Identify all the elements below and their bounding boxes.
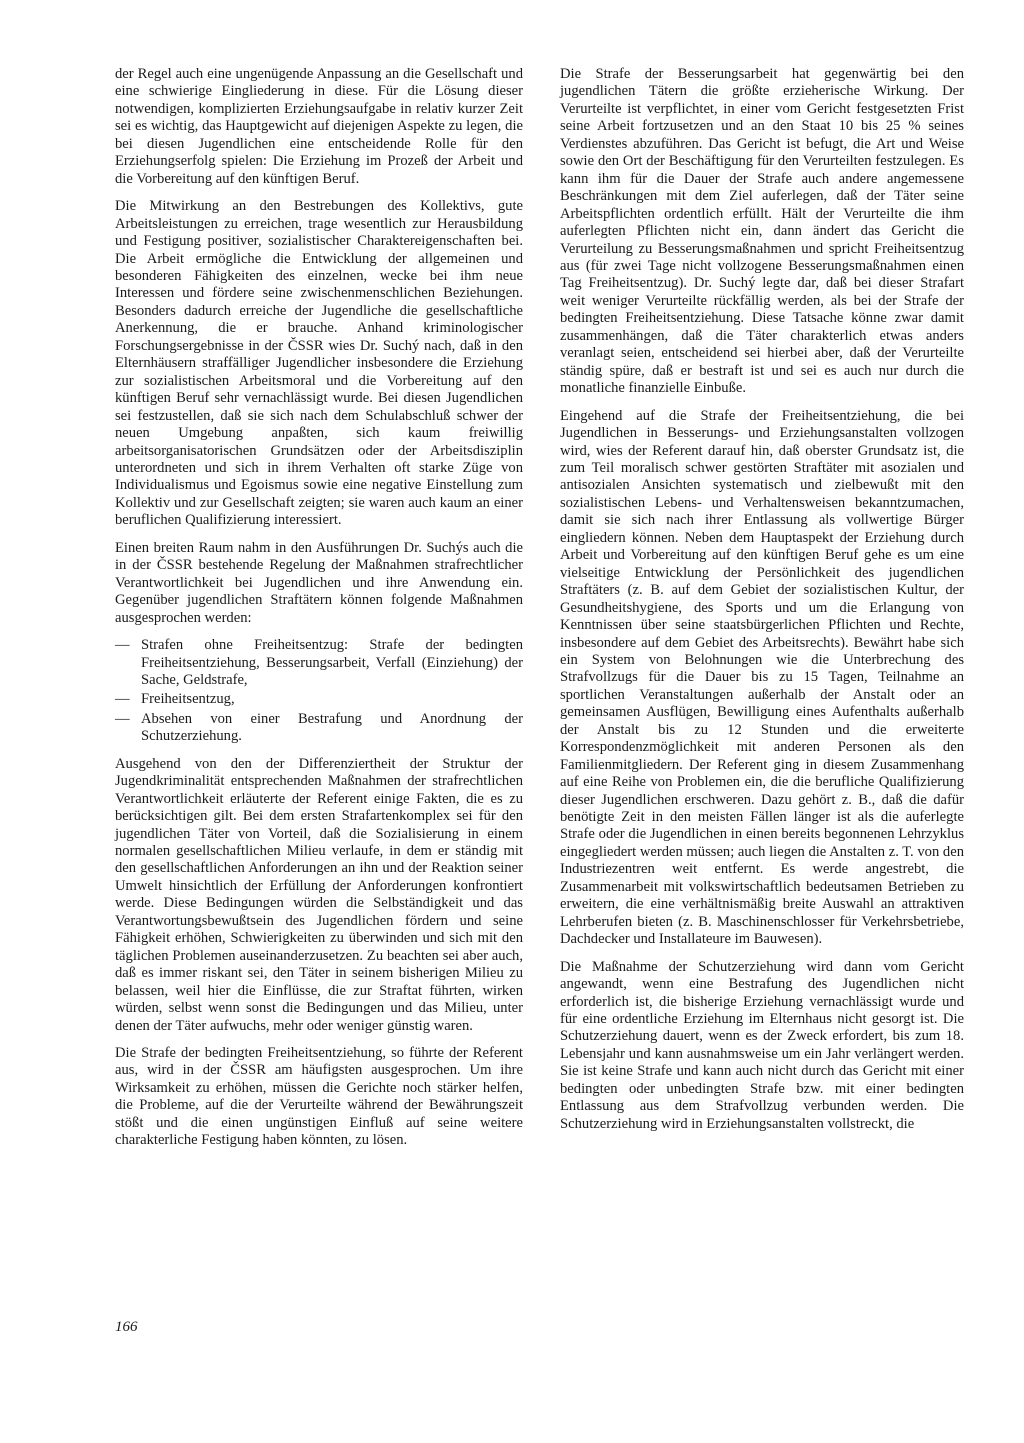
list-item-text: Strafen ohne Freiheitsentzug: Strafe der bedingten Freiheitsentziehung, Besserungsarbeit, Verfall (Einziehung) der Sache, Geldstrafe, [141, 637, 523, 688]
right-column [560, 66, 964, 1143]
right-paragraph-3: Die Maßnahme der Schutzerziehung wird dann vom Gericht angewandt, wenn eine Bestrafung des Jugendlichen nicht erforderlich ist, die bisherige Erziehung vernachlässigt wurde und für eine ordentliche Erziehung im Elternhaus nicht gesorgt ist. Die Schutzerziehung dauert, wenn es der Zweck erfordert, bis zum 18. Lebensjahr und kann ausnahmsweise um ein Jahr verlängert werden. Sie ist keine Strafe und kann auch nicht durch das Gericht mit einer bedingten oder unbedingten Strafe bzw. mit einer bedingten Entlassung aus dem Strafvollzug verbunden werden. Die Schutzerziehung wird in Erziehungsanstalten vollstreckt, die [560, 958, 964, 1132]
list-dash: — [115, 710, 130, 727]
list-dash: — [115, 637, 130, 654]
right-paragraph-2: Eingehend auf die Strafe der Freiheitsentziehung, die bei Jugendlichen in Besserungs- und Erziehungsanstalten vollzogen wird, wies der Referent darauf hin, daß oberster Grundsatz ist, die zum Teil moralisch schwer gestörten Straftäter mit asozialen und antisozialen Ansichten systematisch und zielbewußt mit den sozialistischen Lebens- und Verhaltensweisen bekanntzumachen, damit sie sich nach ihrer Entlassung als vollwertige Bürger eingliedern können. Neben dem Hauptaspekt der Erziehung durch Arbeit und Vorbereitung auf den künftigen Beruf gehe es um eine vielseitige Entwicklung der Persönlichkeit des jugendlichen Straftäters (z. B. auf dem Gebiet der sozialistischen Kultur, der Gesundheitshygiene, des Sports und um die Erlangung von Kenntnissen über seine staatsbürgerlichen Pflichten und Rechte, insbesondere auf dem Gebiet des Arbeitsrechts). Bewährt habe sich ein System von Belohnungen wie die Unterbrechung des Strafvollzugs für die Dauer bis zu 15 Tagen, Teilnahme an sportlichen Veranstaltungen außerhalb der Anstalt oder an gemeinsamen Ausflügen, Bewilligung eines Aufenthalts außerhalb der Anstalt bis zu 12 Stunden und die erweiterte Korrespondenzmöglichkeit mit anderen Personen als den Familienmitgliedern. Der Referent ging in diesem Zusammenhang auf eine Reihe von Problemen ein, die die berufliche Qualifizierung dieser Jugendlichen erschweren. Dazu gehört z. B., daß die dafür benötigte Zeit in den meisten Fällen länger ist als die auferlegte Strafe oder die Jugendlichen in einen bereits begonnenen Lehrzyklus eingegliedert werden müssen; auch liegen die Anstalten z. T. von den Industriezentren weit entfernt. Es werde angestrebt, die Zusammenarbeit mit volkswirtschaftlich bedeutsamen Betrieben zu erweitern, die eine verhältnismäßig breite Auswahl an attraktiven Lehrberufen bieten (z. B. Maschinenschlosser für Verkehrsbetriebe, Dachdecker und Installateure im Bauwesen). [560, 407, 964, 948]
left-paragraph-2: Die Mitwirkung an den Bestrebungen des Kollektivs, gute Arbeitsleistungen zu erreichen, trage wesentlich zur Herausbildung und Festigung positiver, sozialistischer Charaktereigenschaften bei. Die Arbeit ermögliche die Entwicklung der allgemeinen und besonderen Fähigkeiten des einzelnen, wecke bei ihm neue Interessen und fördere seine zwischenmenschlichen Beziehungen. Besonders dadurch erreiche der Jugendliche die gesellschaftliche Anerkennung, die er brauche. Anhand kriminologischer Forschungsergebnisse in der ČSSR wies Dr. Suchý nach, daß in den Elternhäusern straffälliger Jugendlicher insbesondere die Erziehung zur sozialistischen Arbeitsmoral und die Vorbereitung auf den künftigen Beruf sehr vernachlässigt wurde. Bei diesen Jugendlichen sei festzustellen, daß sie sich nach dem Schulabschluß schwer der neuen Umgebung anpaßten, sich kaum freiwillig arbeitsorganisatorischen Grundsätzen oder der Arbeitsdisziplin unterordneten und sich in ihrem Verhalten oft starke Züge von Individualismus und Egoismus sowie eine negative Einstellung zum Kollektiv und zur Gesellschaft zeigten; sie waren auch kaum an einer beruflichen Qualifizierung interessiert. [115, 198, 523, 529]
list-dash: — [115, 691, 130, 708]
right-paragraph-1: Die Strafe der Besserungsarbeit hat gegenwärtig bei den jugendlichen Tätern die größte erzieherische Wirkung. Der Verurteilte ist verpflichtet, in einer vom Gericht festgesetzten Frist seine Arbeit fortzusetzen und an den Staat 10 bis 25 % seines Verdienstes abzuführen. Das Gericht ist befugt, die Art und Weise sowie den Ort der Beschäftigung für den Verurteilten festzulegen. Es kann ihm für die Dauer der Strafe auch andere angemessene Beschränkungen mit dem Ziel auferlegen, daß der Täter seine Arbeitspflichten ordentlich erfüllt. Hält der Verurteilte die ihm auferlegten Pflichten nicht ein, dann ändert das Gericht die Verurteilung zu Besserungsmaßnahmen und spricht Freiheitsentzug aus (für zwei Tage nicht vollzogene Besserungsmaßnahmen einen Tag Freiheitsentzug). Dr. Suchý legte dar, daß bei dieser Strafart weit weniger Verurteilte rückfällig werden, als bei der Strafe der bedingten Freiheitsentziehung. Diese Tatsache könne zwar damit zusammenhängen, daß die Täter charakterlich etwas anders veranlagt seien, entscheidend sei hierbei aber, daß der Verurteilte ständig spüre, daß er bestraft ist und sei es auch nur durch die monatliche finanzielle Einbuße. [560, 66, 964, 397]
page-number: 166 [115, 1319, 138, 1335]
left-column [115, 66, 523, 1160]
list-item [115, 691, 523, 708]
left-paragraph-3: Einen breiten Raum nahm in den Ausführungen Dr. Suchýs auch die in der ČSSR bestehende Regelung der Maßnahmen strafrechtlicher Verantwortlichkeit bei Jugendlichen und ihre Anwendung ein. Gegenüber jugendlichen Straftätern können folgende Maßnahmen ausgesprochen werden: [115, 539, 523, 626]
left-paragraph-4: Ausgehend von den der Differenziertheit der Struktur der Jugendkriminalität entsprechenden Maßnahmen der strafrechtlichen Verantwortlichkeit erläuterte der Referent einige Fakten, die es zu berücksichtigen gilt. Bei dem ersten Strafartenkomplex sei für den jugendlichen Täter von Vorteil, daß die Sozialisierung in einem normalen gesellschaftlichen Milieu verlaufe, in dem er ständig mit den gesellschaftlichen Anforderungen an ihn und der Reaktion seiner Umwelt hinsichtlich der Erfüllung der Anforderungen konfrontiert werde. Diese Bedingungen würden die Selbständigkeit und das Verantwortungsbewußtsein des Jugendlichen fördern und seine Fähigkeit erhöhen, Schwierigkeiten zu überwinden und sich mit den täglichen Problemen auseinanderzusetzen. Zu beachten sei aber auch, daß es immer riskant sei, den Täter in seinem bisherigen Milieu zu belassen, weil hier die Einflüsse, die zur Straftat führten, wirken würden, selbst wenn sonst die Bedingungen und das Milieu, unter denen der Täter aufwuchs, mehr oder weniger günstig waren. [115, 755, 523, 1034]
list-item [115, 711, 523, 746]
left-paragraph-5: Die Strafe der bedingten Freiheitsentziehung, so führte der Referent aus, wird in der ČSSR am häufigsten ausgesprochen. Um ihre Wirksamkeit zu erhöhen, müssen die Gerichte noch stärker helfen, die Probleme, auf die der Verurteilte während der Bewährungszeit stößt und die einen ungünstigen Einfluß auf seine weitere charakterliche Festigung haben könnten, zu lösen. [115, 1045, 523, 1149]
list-item-text: Absehen von einer Bestrafung und Anordnung der Schutzerziehung. [141, 710, 523, 745]
left-paragraph-1: der Regel auch eine ungenügende Anpassung an die Gesellschaft und eine schwierige Eingliederung in diese. Für die Lösung dieser notwendigen, komplizierten Erziehungsaufgabe in relativ kurzer Zeit sei es wichtig, das Hauptgewicht auf diejenigen Aspekte zu legen, die bei diesen Jugendlichen eine entscheidende Rolle für den Erziehungserfolg spielen: Die Erziehung im Prozeß der Arbeit und die Vorbereitung auf den künftigen Beruf. [115, 66, 523, 187]
measures-list [115, 637, 523, 746]
list-item [115, 637, 523, 689]
list-item-text: Freiheitsentzug, [141, 691, 235, 708]
